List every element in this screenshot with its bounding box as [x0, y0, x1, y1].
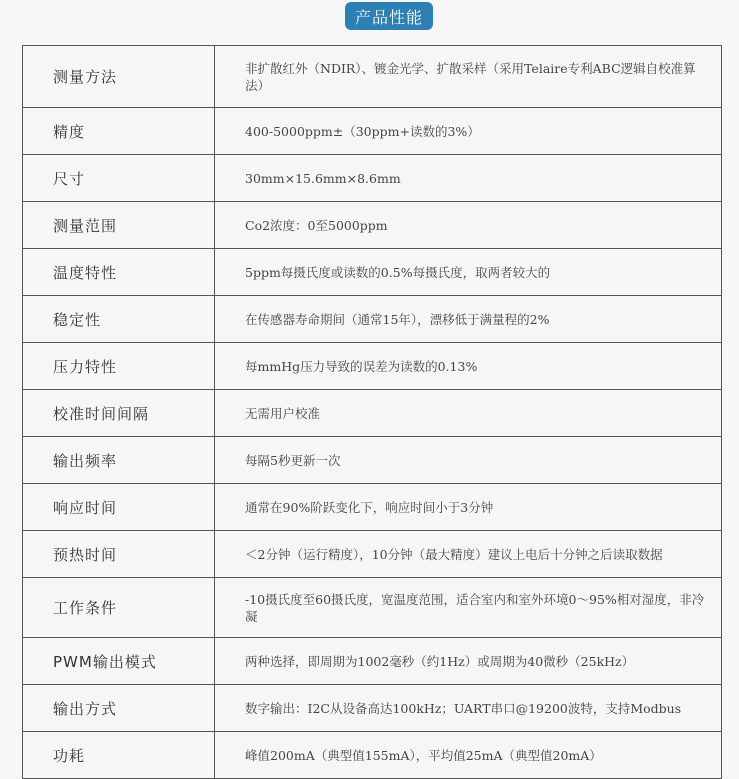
spec-label: 功耗: [23, 732, 215, 779]
spec-value: 非扩散红外（NDIR）、镀金光学、扩散采样（采用Telaire专利ABC逻辑自校准算法）: [215, 46, 722, 108]
spec-label: 输出频率: [23, 437, 215, 484]
section-title-badge: 产品性能: [345, 2, 433, 30]
spec-value: 无需用户校准: [215, 390, 722, 437]
table-row: [23, 732, 722, 779]
spec-value: 通常在90%阶跃变化下，响应时间小于3分钟: [215, 484, 722, 531]
table-row: [23, 296, 722, 343]
spec-value: 400-5000ppm±（30ppm+读数的3%）: [215, 108, 722, 155]
spec-label: 尺寸: [23, 155, 215, 202]
table-row: [23, 46, 722, 108]
spec-label: 输出方式: [23, 685, 215, 732]
spec-label: 稳定性: [23, 296, 215, 343]
spec-table: [22, 45, 722, 779]
spec-value: 两种选择，即周期为1002毫秒（约1Hz）或周期为40微秒（25kHz）: [215, 638, 722, 685]
table-row: [23, 685, 722, 732]
spec-label: 响应时间: [23, 484, 215, 531]
table-row: [23, 155, 722, 202]
table-row: [23, 249, 722, 296]
table-row: [23, 202, 722, 249]
spec-value: 峰值200mA（典型值155mA），平均值25mA（典型值20mA）: [215, 732, 722, 779]
spec-value: ＜2分钟（运行精度），10分钟（最大精度）建议上电后十分钟之后读取数据: [215, 531, 722, 578]
spec-value: 5ppm每摄氏度或读数的0.5%每摄氏度，取两者较大的: [215, 249, 722, 296]
spec-label: 校准时间间隔: [23, 390, 215, 437]
table-row: [23, 343, 722, 390]
spec-label: 温度特性: [23, 249, 215, 296]
spec-label: 测量范围: [23, 202, 215, 249]
spec-value: 30mm×15.6mm×8.6mm: [215, 155, 722, 202]
table-row: [23, 437, 722, 484]
table-row: [23, 484, 722, 531]
spec-label: 精度: [23, 108, 215, 155]
spec-label: 测量方法: [23, 46, 215, 108]
spec-label: PWM输出模式: [23, 638, 215, 685]
table-row: [23, 531, 722, 578]
spec-value: Co2浓度：0至5000ppm: [215, 202, 722, 249]
spec-value: 每mmHg压力导致的误差为读数的0.13%: [215, 343, 722, 390]
spec-value: 在传感器寿命期间（通常15年），漂移低于满量程的2%: [215, 296, 722, 343]
spec-value: 数字输出：I2C从设备高达100kHz；UART串口@19200波特，支持Modbus: [215, 685, 722, 732]
table-row: [23, 390, 722, 437]
spec-label: 预热时间: [23, 531, 215, 578]
table-row: [23, 638, 722, 685]
table-row: [23, 108, 722, 155]
spec-value: -10摄氏度至60摄氏度，宽温度范围，适合室内和室外环境0～95%相对湿度，非冷凝: [215, 578, 722, 638]
spec-label: 工作条件: [23, 578, 215, 638]
spec-label: 压力特性: [23, 343, 215, 390]
table-row: [23, 578, 722, 638]
spec-value: 每隔5秒更新一次: [215, 437, 722, 484]
